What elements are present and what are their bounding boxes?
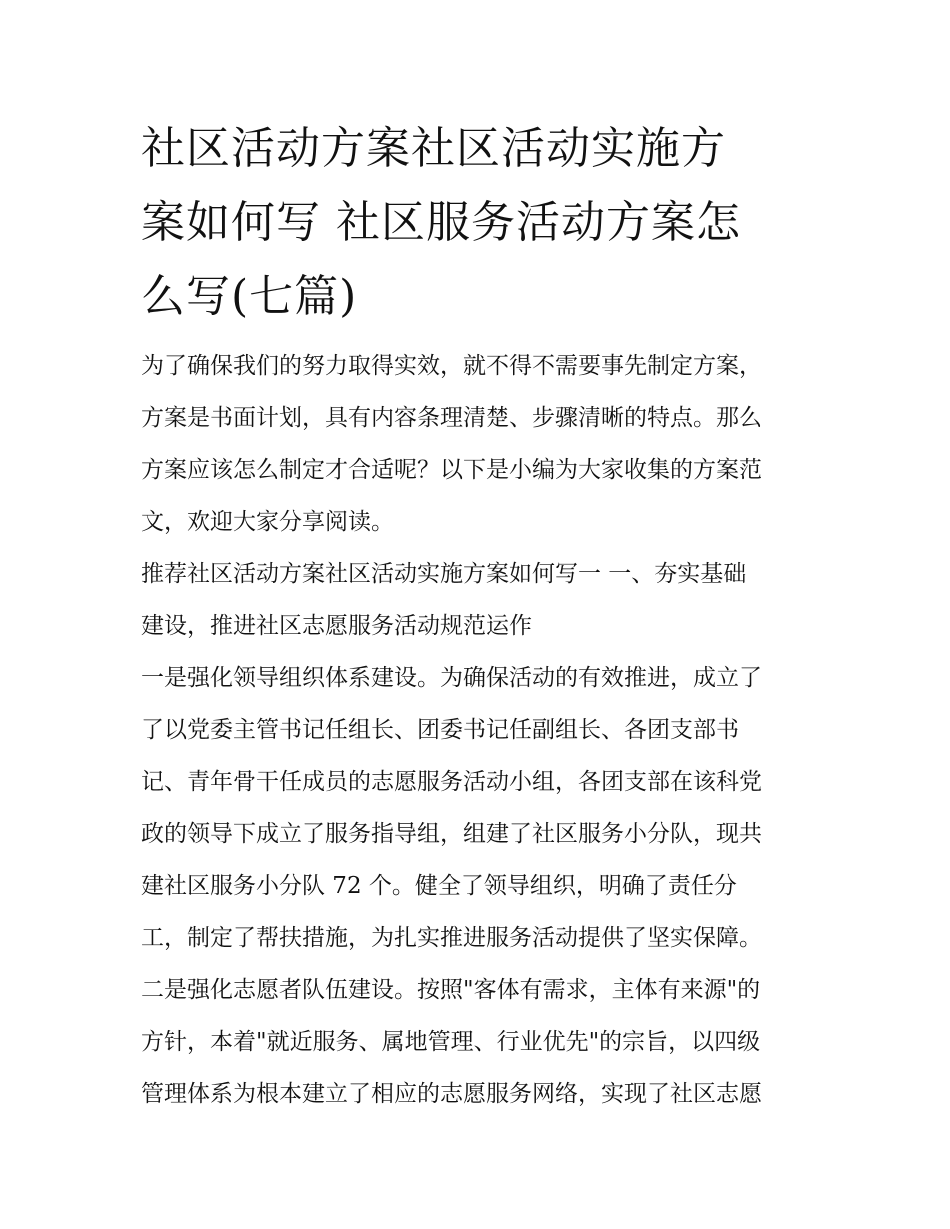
section-heading-paragraph: [141, 548, 816, 652]
text-line: 方针，本着"就近服务、属地管理、行业优先"的宗旨，以四级: [141, 1029, 761, 1055]
document-content: [141, 112, 816, 1120]
body-paragraph-leadership: [141, 652, 816, 964]
text-line: 建社区服务小分队 72 个。健全了领导组织，明确了责任分: [141, 873, 737, 899]
title-line: 社区活动方案社区活动实施方: [141, 123, 726, 174]
text-line: 了以党委主管书记任组长、团委书记任副组长、各团支部书: [141, 717, 739, 743]
text-line: 政的领导下成立了服务指导组，组建了社区服务小分队，现共: [141, 821, 762, 847]
text-line: 记、青年骨干任成员的志愿服务活动小组，各团支部在该科党: [141, 769, 762, 795]
document-title: [141, 112, 816, 334]
title-line: 案如何写 社区服务活动方案怎: [141, 197, 741, 248]
text-line: 工，制定了帮扶措施，为扎实推进服务活动提供了坚实保障。: [141, 925, 762, 951]
text-line: 二是强化志愿者队伍建设。按照"客体有需求，主体有来源"的: [141, 977, 761, 1003]
title-line: 么写(七篇): [141, 271, 358, 322]
text-line: 方案应该怎么制定才合适呢？以下是小编为大家收集的方案范: [141, 457, 762, 483]
text-line: 建设，推进社区志愿服务活动规范运作: [141, 613, 532, 639]
text-line: 推荐社区活动方案社区活动实施方案如何写一 一、夯实基础: [141, 561, 747, 587]
text-line: 文，欢迎大家分享阅读。: [141, 509, 394, 535]
text-line: 方案是书面计划，具有内容条理清楚、步骤清晰的特点。那么: [141, 405, 762, 431]
text-line: 为了确保我们的努力取得实效，就不得不需要事先制定方案，: [141, 353, 762, 379]
text-line: 管理体系为根本建立了相应的志愿服务网络，实现了社区志愿: [141, 1081, 762, 1107]
body-paragraph-volunteers: [141, 964, 816, 1120]
intro-paragraph: [141, 340, 816, 548]
text-line: 一是强化领导组织体系建设。为确保活动的有效推进，成立了: [141, 665, 762, 691]
